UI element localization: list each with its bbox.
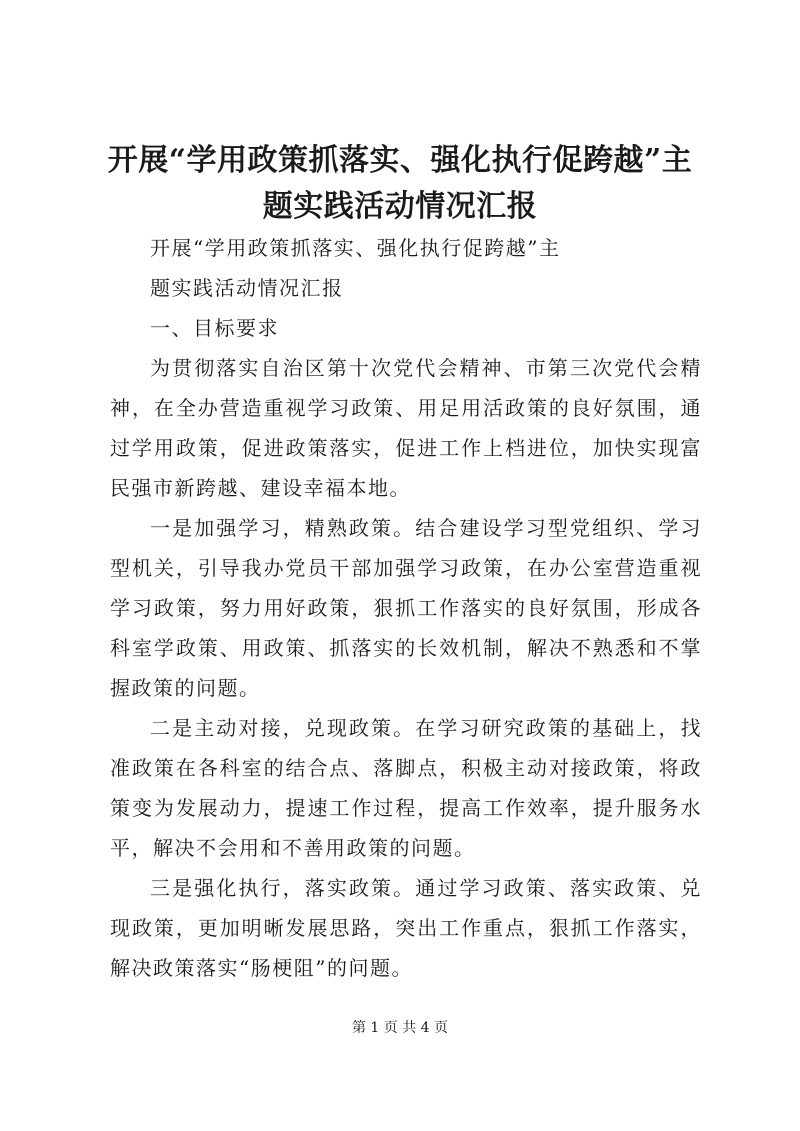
paragraph-subtitle-line-2: 题实践活动情况汇报 (150, 276, 344, 300)
paragraph-item-3: 三是强化执行，落实政策。通过学习政策、落实政策、兑现政策，更加明晰发展思路，突出工作重点，狠抓工作落实，解决政策落实“肠梗阻”的问题。 (110, 876, 702, 980)
paragraph-intro: 为贯彻落实自治区第十次党代会精神、市第三次党代会精神，在全办营造重视学习政策、用足用活政策的良好氛围，通过学用政策，促进政策落实，促进工作上档进位，加快实现富民强市新跨越、建设幸福本地。 (110, 356, 702, 500)
paragraph-item-2: 二是主动对接，兑现政策。在学习研究政策的基础上，找准政策在各科室的结合点、落脚点，积极主动对接政策，将政策变为发展动力，提速工作过程，提高工作效率，提升服务水平，解决不会用和不善用政策的问题。 (110, 716, 702, 860)
document-title: 开展“学用政策抓落实、强化执行促跨越”主题实践活动情况汇报 (107, 143, 693, 224)
paragraph-subtitle-line-1: 开展“学用政策抓落实、强化执行促跨越”主 (150, 236, 561, 260)
document-body (110, 228, 702, 988)
paragraph-item-1: 一是加强学习，精熟政策。结合建设学习型党组织、学习型机关，引导我办党员干部加强学习政策，在办公室营造重视学习政策，努力用好政策，狠抓工作落实的良好氛围，形成各科室学政策、用政策、抓落实的长效机制，解决不熟悉和不掌握政策的问题。 (110, 516, 702, 700)
section-heading: 一、目标要求 (150, 316, 279, 340)
page-number: 第 1 页 共 4 页 (351, 1020, 449, 1036)
